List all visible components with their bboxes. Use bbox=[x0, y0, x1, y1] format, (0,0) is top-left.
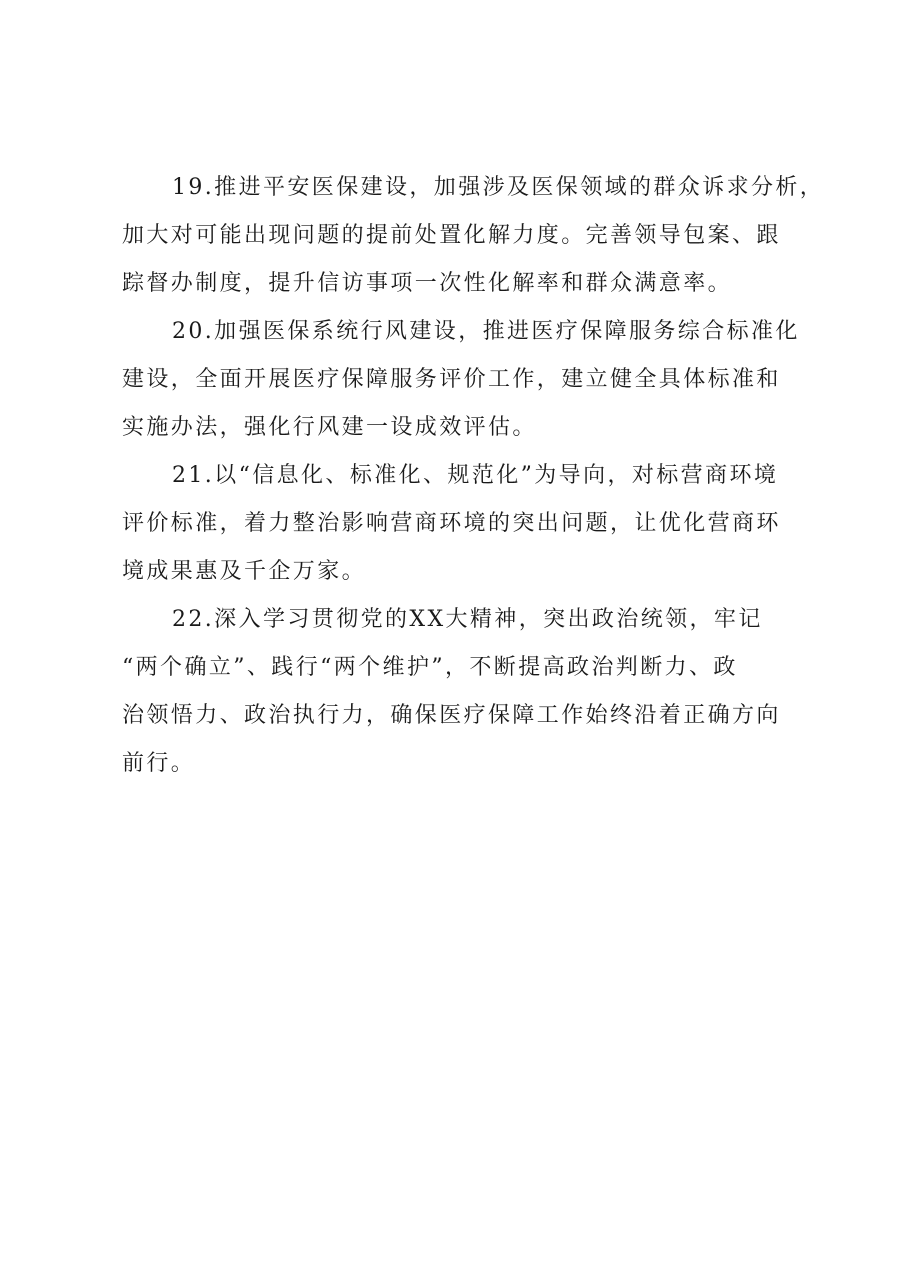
text-line: “两个确立”、践行“两个维护”，不断提高政治判断力、政 bbox=[122, 655, 738, 680]
paragraph-22 bbox=[122, 596, 812, 788]
paragraph-21 bbox=[122, 452, 812, 596]
paragraph-20 bbox=[122, 308, 812, 452]
text-line: 前行。 bbox=[122, 751, 196, 776]
paragraph-19 bbox=[122, 164, 825, 308]
text-line: 加大对可能出现问题的提前处置化解力度。完善领导包案、跟 bbox=[122, 223, 781, 248]
text-line: 踪督办制度，提升信访事项一次性化解率和群众满意率。 bbox=[122, 271, 733, 296]
text-line: 境成果惠及千企万家。 bbox=[122, 559, 367, 584]
text-line: 19.推进平安医保建设，加强涉及医保领域的群众诉求分析， bbox=[172, 175, 825, 200]
text-line: 治领悟力、政治执行力，确保医疗保障工作始终沿着正确方向 bbox=[122, 703, 781, 728]
text-line: 建设，全面开展医疗保障服务评价工作，建立健全具体标准和 bbox=[122, 367, 781, 392]
text-line: 21.以“信息化、标准化、规范化”为导向，对标营商环境 bbox=[172, 463, 779, 488]
document-body bbox=[122, 164, 825, 788]
text-line: 评价标准，着力整治影响营商环境的突出问题，让优化营商环 bbox=[122, 511, 781, 536]
text-line: 实施办法，强化行风建一设成效评估。 bbox=[122, 415, 537, 440]
text-line: 20.加强医保系统行风建设，推进医疗保障服务综合标准化 bbox=[172, 319, 800, 344]
text-line: 22.深入学习贯彻党的XX大精神，突出政治统领，牢记 bbox=[172, 607, 763, 632]
